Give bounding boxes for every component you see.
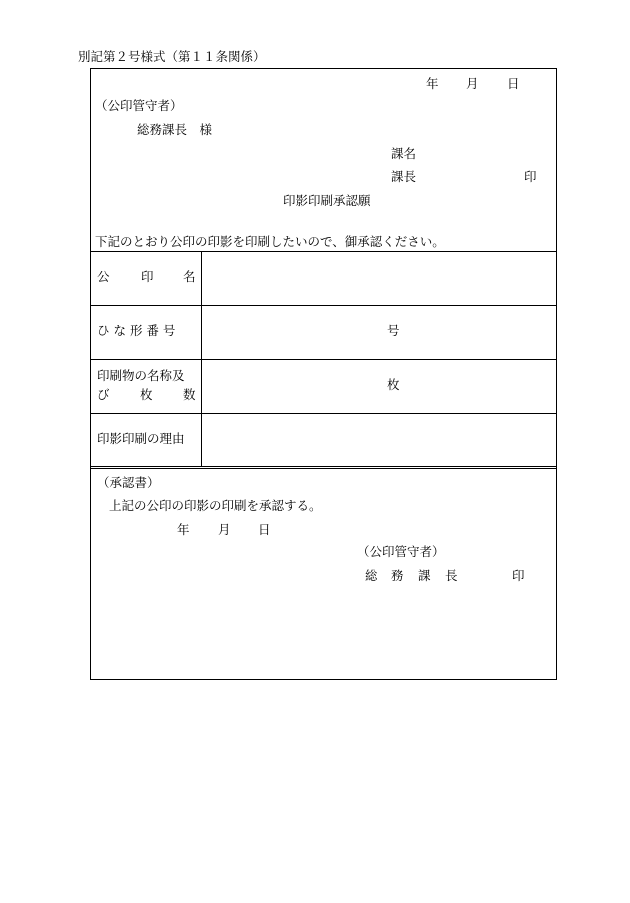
date-month: 月 [466,76,479,91]
approval-date-day: 日 [258,522,271,537]
addressee-title: （公印管守者） [95,98,183,113]
approval-date-year: 年 [177,522,190,537]
row-label-printed-matter-line2-1: び [97,387,110,402]
row-label-seal-name-2: 印 [141,269,154,284]
applicant-seal: 印 [524,169,537,184]
row-label-printed-matter-line1: 印刷物の名称及 [97,368,185,383]
approval-custodian-1: 総 [365,568,378,583]
table-top-line [91,251,556,252]
row-label-printed-matter-line2-2: 枚 [140,387,153,402]
approval-custodian-3: 課 [418,568,431,583]
approval-seal: 印 [512,568,525,583]
row-label-seal-name-3: 名 [183,269,196,284]
row-value-template-number: 号 [387,323,400,338]
table-bottom-double-line [91,466,556,469]
section-name-label: 課名 [391,146,417,161]
approval-custodian-title: （公印管守者） [357,544,445,559]
approval-custodian-2: 務 [391,568,404,583]
document-title: 印影印刷承認願 [283,193,371,208]
approval-custodian-4: 長 [445,568,458,583]
row-label-printed-matter-line2-3: 数 [183,387,196,402]
addressee-name: 総務課長 様 [137,122,213,137]
application-form [90,68,557,680]
row-label-template-number: ひ な 形 番 号 [97,323,176,338]
table-row-line [91,359,556,360]
section-head-label: 課長 [391,169,417,184]
approval-heading: （承認書） [97,475,160,490]
row-value-printed-matter: 枚 [387,377,400,392]
date-year: 年 [426,76,439,91]
form-label: 別記第２号様式（第１１条関係） [78,49,266,64]
row-label-seal-name-1: 公 [97,269,110,284]
table-row-line [91,413,556,414]
table-column-divider [201,251,202,467]
table-row-line [91,305,556,306]
date-day: 日 [507,76,520,91]
request-text: 下記のとおり公印の印影を印刷したいので、御承認ください。 [95,234,445,249]
approval-date-month: 月 [218,522,231,537]
approval-text: 上記の公印の印影の印刷を承認する。 [109,498,322,513]
row-label-printing-reason: 印影印刷の理由 [97,431,185,446]
